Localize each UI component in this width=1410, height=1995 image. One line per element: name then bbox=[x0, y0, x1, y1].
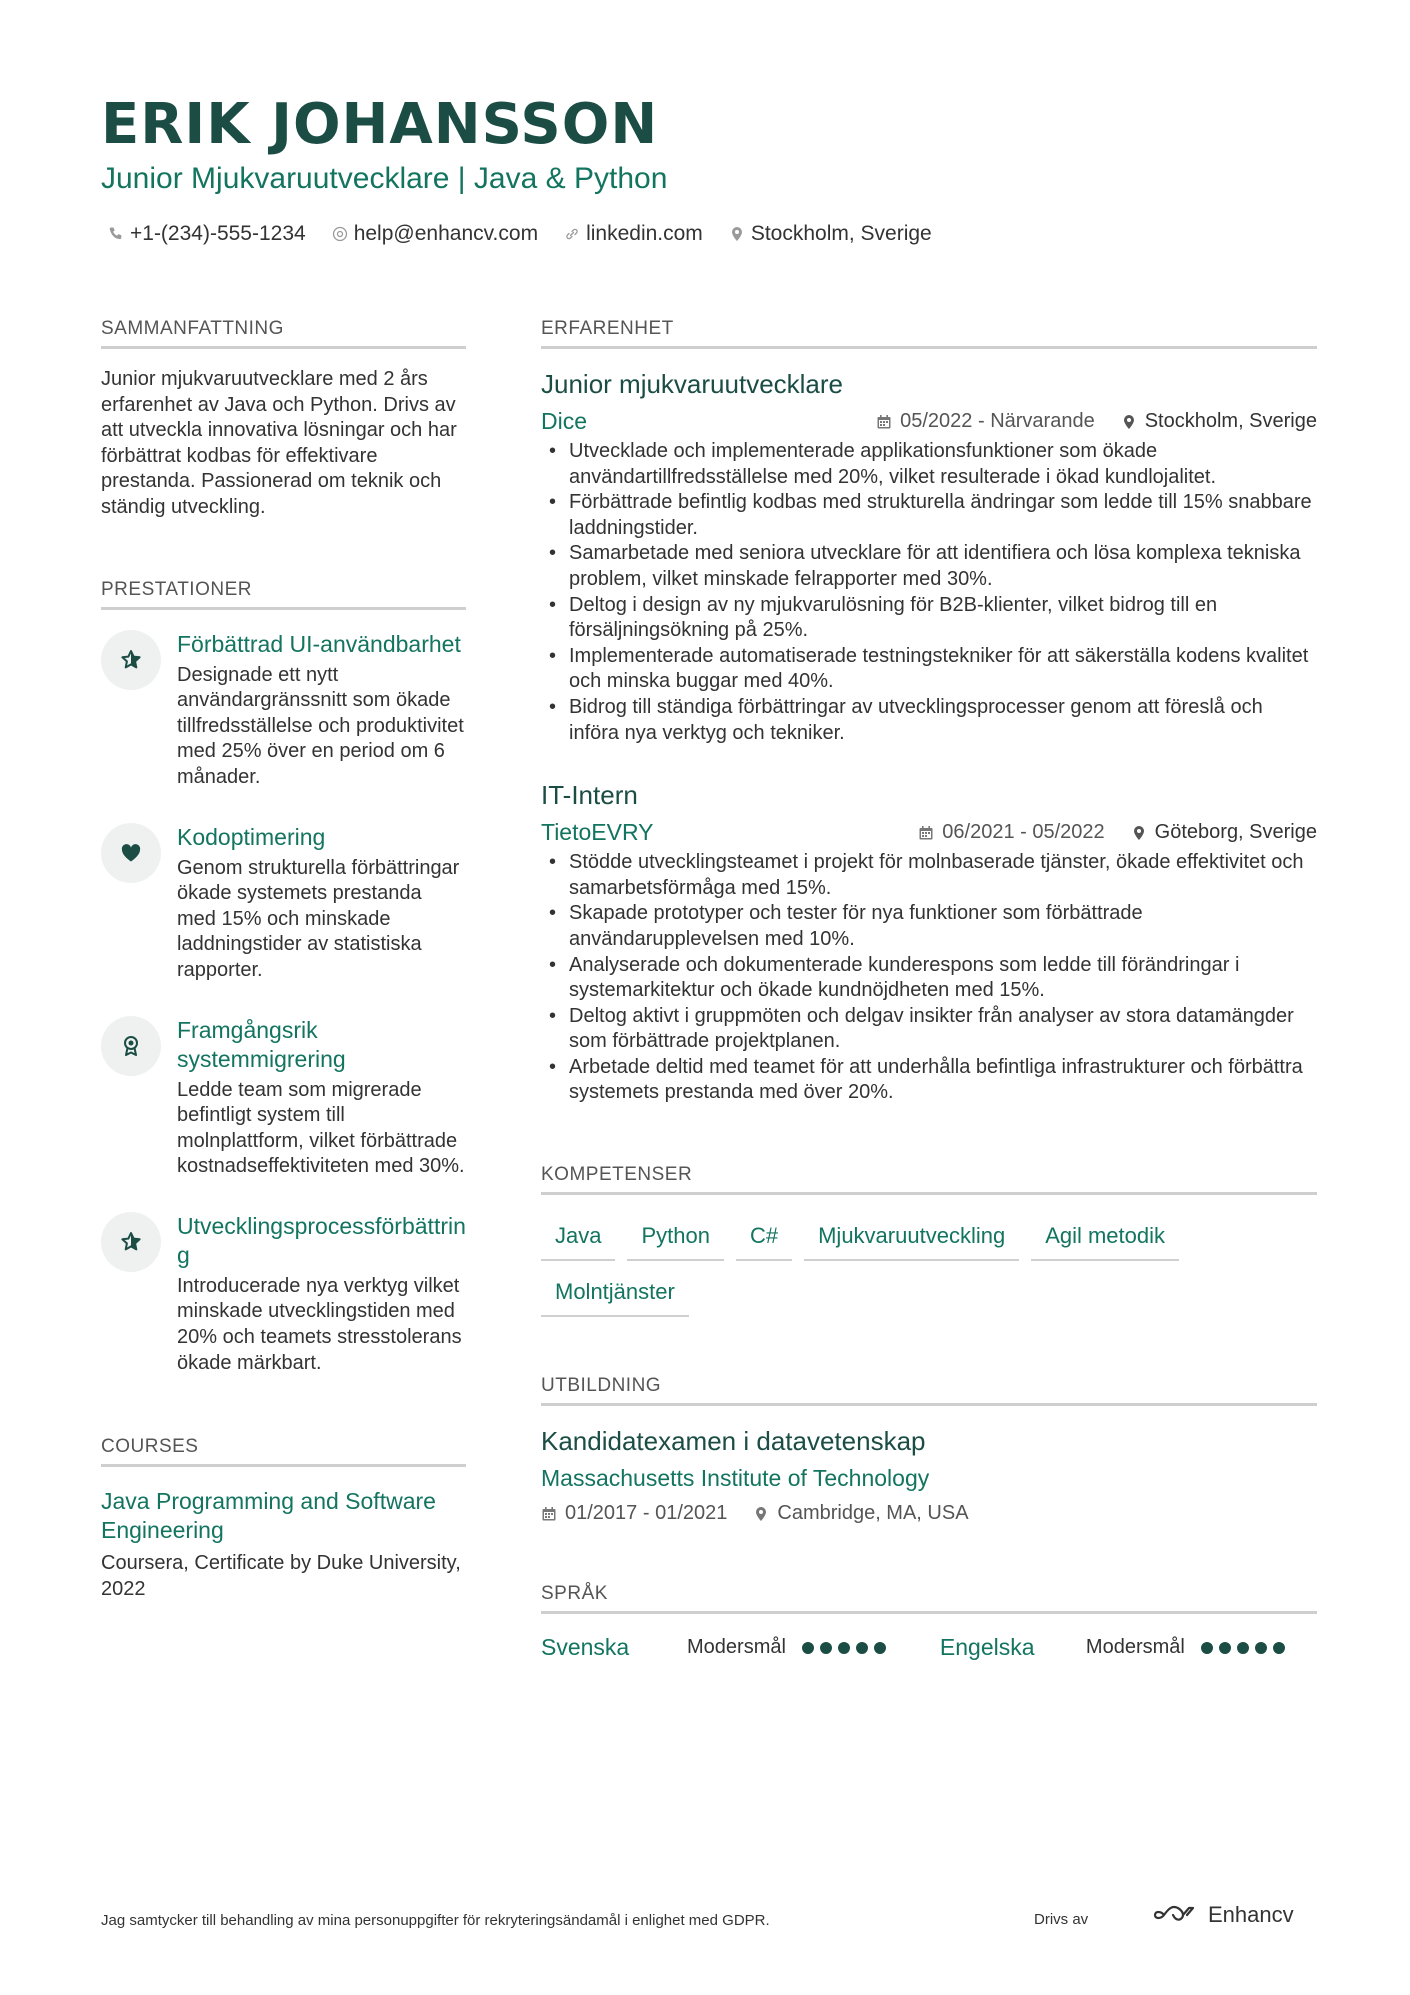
achievement-item bbox=[101, 1016, 466, 1180]
achievement-body bbox=[177, 1016, 466, 1180]
achievement-title: Framgångsrik systemmigrering bbox=[177, 1016, 346, 1072]
courses-heading: COURSES bbox=[101, 1436, 466, 1467]
education-location bbox=[753, 1502, 968, 1525]
location-pin-icon bbox=[753, 1506, 769, 1522]
job-bullet: • Deltog aktivt i gruppmöten och delgav insikter från analyser av stora datamängder som förbättrade projektplanen. bbox=[541, 1004, 1317, 1055]
achievement-title: Kodoptimering bbox=[177, 823, 326, 850]
contact-email[interactable] bbox=[332, 222, 538, 246]
job-meta-row bbox=[541, 819, 1317, 846]
education-entry bbox=[541, 1426, 1317, 1525]
achievements-heading: PRESTATIONER bbox=[101, 579, 466, 610]
job-bullet: • Implementerade automatiserade testningstekniker för att säkerställa kodens kvalitet och minska buggar med 40%. bbox=[541, 644, 1317, 695]
job-location-text: Stockholm, Sverige bbox=[1144, 410, 1317, 432]
course-title: Java Programming and Software Engineering bbox=[101, 1488, 436, 1544]
email-text: help@enhancv.com bbox=[353, 222, 539, 245]
job-bullet: • Utvecklade och implementerade applikationsfunktioner som ökade användartillfredsställelse med 20%, vilket resulterade i ökad kundlojalitet. bbox=[541, 439, 1317, 490]
at-icon bbox=[332, 226, 348, 242]
infinity-logo-icon bbox=[1152, 1904, 1198, 1926]
achievement-icon-wrap bbox=[101, 1016, 161, 1076]
job-dates-text: 06/2021 - 05/2022 bbox=[942, 821, 1105, 844]
achievement-item bbox=[101, 630, 466, 791]
phone-icon bbox=[108, 226, 124, 242]
contact-bar bbox=[108, 222, 932, 246]
job-bullet: • Skapade prototyper och tester för nya funktioner som förbättrade användarupplevelsen med 10%. bbox=[541, 901, 1317, 952]
rating-dot bbox=[820, 1642, 832, 1654]
rating-dot bbox=[1255, 1642, 1267, 1654]
skill-tag: Agil metodik bbox=[1031, 1217, 1179, 1261]
education-meta bbox=[541, 1502, 1317, 1525]
achievement-icon-wrap bbox=[101, 1212, 161, 1272]
location-text: Stockholm, Sverige bbox=[750, 222, 932, 245]
company-name: Dice bbox=[541, 408, 588, 434]
job-entry bbox=[541, 369, 1317, 746]
language-name: Svenska bbox=[541, 1634, 630, 1661]
languages-heading: SPRÅK bbox=[541, 1583, 1317, 1614]
job-bullet: • Deltog i design av ny mjukvarulösning för B2B-klienter, vilket bidrog till en försäljningsökning på 25%. bbox=[541, 593, 1317, 644]
job-entry bbox=[541, 780, 1317, 1106]
language-level: Modersmål bbox=[1085, 1636, 1185, 1659]
achievement-body bbox=[177, 630, 466, 791]
summary-text: Junior mjukvaruutvecklare med 2 års erfarenhet av Java och Python. Drivs av att utveckla innovativa lösningar och har förbättrat kodbas för effektivare prestanda. Passionerad om teknik och ständig utveckling. bbox=[101, 368, 457, 518]
course-detail: Coursera, Certificate by Duke University, 2022 bbox=[101, 1552, 461, 1600]
rating-dot bbox=[856, 1642, 868, 1654]
right-column bbox=[541, 318, 1317, 1661]
left-column bbox=[101, 318, 466, 1602]
skill-tag: Mjukvaruutveckling bbox=[804, 1217, 1019, 1261]
job-bullet: • Förbättrade befintlig kodbas med strukturella ändringar som ledde till 15% snabbare laddningstider. bbox=[541, 490, 1317, 541]
contact-linkedin[interactable] bbox=[564, 222, 703, 246]
job-bullet: • Samarbetade med seniora utvecklare för att identifiera och lösa komplexa tekniska problem, vilket minskade felrapporter med 30%. bbox=[541, 541, 1317, 592]
job-location-text: Göteborg, Sverige bbox=[1154, 821, 1317, 844]
location-pin-icon bbox=[729, 226, 745, 242]
skill-tag: C# bbox=[736, 1217, 792, 1261]
rating-dot bbox=[802, 1642, 814, 1654]
achievement-item bbox=[101, 823, 466, 984]
calendar-icon bbox=[876, 414, 892, 430]
rating-dot bbox=[1219, 1642, 1231, 1654]
rating-dot bbox=[838, 1642, 850, 1654]
job-bullet: • Stödde utvecklingsteamet i projekt för molnbaserade tjänster, ökade effektivitet och samarbetsförmåga med 15%. bbox=[541, 850, 1317, 901]
education-heading: UTBILDNING bbox=[541, 1375, 1317, 1406]
candidate-name: ERIK JOHANSSON bbox=[101, 92, 659, 157]
phone-text: +1-(234)-555-1234 bbox=[130, 222, 306, 245]
job-meta-row bbox=[541, 408, 1317, 435]
rating-dot bbox=[1201, 1642, 1213, 1654]
job-dates bbox=[918, 821, 1104, 844]
job-location bbox=[1121, 410, 1317, 433]
link-icon bbox=[564, 226, 580, 242]
job-meta bbox=[918, 821, 1317, 844]
rating-dot bbox=[1237, 1642, 1249, 1654]
enhancv-logo[interactable] bbox=[1152, 1902, 1294, 1928]
education-dates-text: 01/2017 - 01/2021 bbox=[565, 1502, 728, 1525]
job-location bbox=[1131, 821, 1317, 844]
job-meta bbox=[876, 410, 1317, 433]
achievement-icon-wrap bbox=[101, 823, 161, 883]
achievement-text: Genom strukturella förbättringar ökade systemets prestanda med 15% och minskade laddningstider av statistiska rapporter. bbox=[177, 856, 460, 981]
summary-heading: SAMMANFATTNING bbox=[101, 318, 466, 349]
rating-dot bbox=[1273, 1642, 1285, 1654]
medal-icon bbox=[119, 1034, 143, 1058]
achievement-body bbox=[177, 823, 466, 984]
language-rating bbox=[1201, 1642, 1285, 1654]
skills-list bbox=[541, 1217, 1317, 1317]
heart-icon bbox=[119, 841, 143, 865]
skill-tag: Molntjänster bbox=[541, 1273, 689, 1317]
school-name: Massachusetts Institute of Technology bbox=[541, 1465, 930, 1492]
education-dates bbox=[541, 1502, 727, 1525]
job-dates bbox=[876, 410, 1095, 433]
star-icon bbox=[119, 1230, 143, 1254]
achievement-icon-wrap bbox=[101, 630, 161, 690]
job-bullet: • Analyserade och dokumenterade kunderespons som ledde till förändringar i systemarkitektur och ökade kundnöjdheten med 15%. bbox=[541, 953, 1317, 1004]
skills-heading: KOMPETENSER bbox=[541, 1164, 1317, 1195]
calendar-icon bbox=[918, 825, 934, 841]
job-bullets bbox=[541, 850, 1317, 1106]
location-pin-icon bbox=[1131, 825, 1147, 841]
job-bullet: • Arbetade deltid med teamet för att underhålla befintliga infrastrukturer och förbättra systemets prestanda med över 20%. bbox=[541, 1055, 1317, 1106]
job-bullets bbox=[541, 439, 1317, 746]
achievement-text: Ledde team som migrerade befintligt system till molnplattform, vilket förbättrade kostnadseffektiviteten med 30%. bbox=[177, 1078, 465, 1178]
language-name: Engelska bbox=[939, 1634, 1035, 1661]
languages-row bbox=[541, 1634, 1317, 1661]
achievement-body bbox=[177, 1212, 466, 1376]
job-bullet: • Bidrog till ständiga förbättringar av utvecklingsprocesser genom att föreslå och införa nya verktyg och tekniker. bbox=[541, 695, 1317, 746]
job-dates-text: 05/2022 - Närvarande bbox=[900, 410, 1095, 432]
achievement-title: Förbättrad UI-användbarhet bbox=[177, 630, 461, 657]
gdpr-consent: Jag samtycker till behandling av mina personuppgifter för rekryteringsändamål i enlighet med GDPR. bbox=[101, 1912, 770, 1929]
powered-by-label: Drivs av bbox=[1034, 1911, 1089, 1928]
language-level: Modersmål bbox=[687, 1636, 786, 1659]
rating-dot bbox=[874, 1642, 886, 1654]
education-location-text: Cambridge, MA, USA bbox=[777, 1502, 969, 1525]
linkedin-text: linkedin.com bbox=[586, 222, 703, 245]
calendar-icon bbox=[541, 1506, 557, 1522]
job-title: IT-Intern bbox=[541, 780, 638, 811]
experience-heading: ERFARENHET bbox=[541, 318, 1317, 349]
degree-title: Kandidatexamen i datavetenskap bbox=[541, 1426, 926, 1457]
brand-name: Enhancv bbox=[1208, 1902, 1294, 1927]
achievement-text: Introducerade nya verktyg vilket minskade utvecklingstiden med 20% och teamets stresstolerans ökade märkbart. bbox=[177, 1274, 462, 1374]
contact-location bbox=[729, 222, 932, 246]
job-title: Junior mjukvaruutvecklare bbox=[541, 369, 844, 399]
contact-phone[interactable] bbox=[108, 222, 306, 246]
language-rating bbox=[802, 1642, 886, 1654]
achievement-text: Designade ett nytt användargränssnitt som ökade tillfredsställelse och produktivitet med 25% över en period om 6 månader. bbox=[177, 663, 464, 788]
course-item bbox=[101, 1487, 466, 1602]
company-name: TietoEVRY bbox=[541, 819, 654, 846]
location-pin-icon bbox=[1121, 414, 1137, 430]
skill-tag: Java bbox=[541, 1217, 615, 1261]
achievement-title: Utvecklingsprocessförbättring bbox=[177, 1212, 466, 1268]
achievement-item bbox=[101, 1212, 466, 1376]
candidate-title: Junior Mjukvaruutvecklare | Java & Python bbox=[101, 162, 668, 195]
skill-tag: Python bbox=[627, 1217, 724, 1261]
star-icon bbox=[119, 648, 143, 672]
